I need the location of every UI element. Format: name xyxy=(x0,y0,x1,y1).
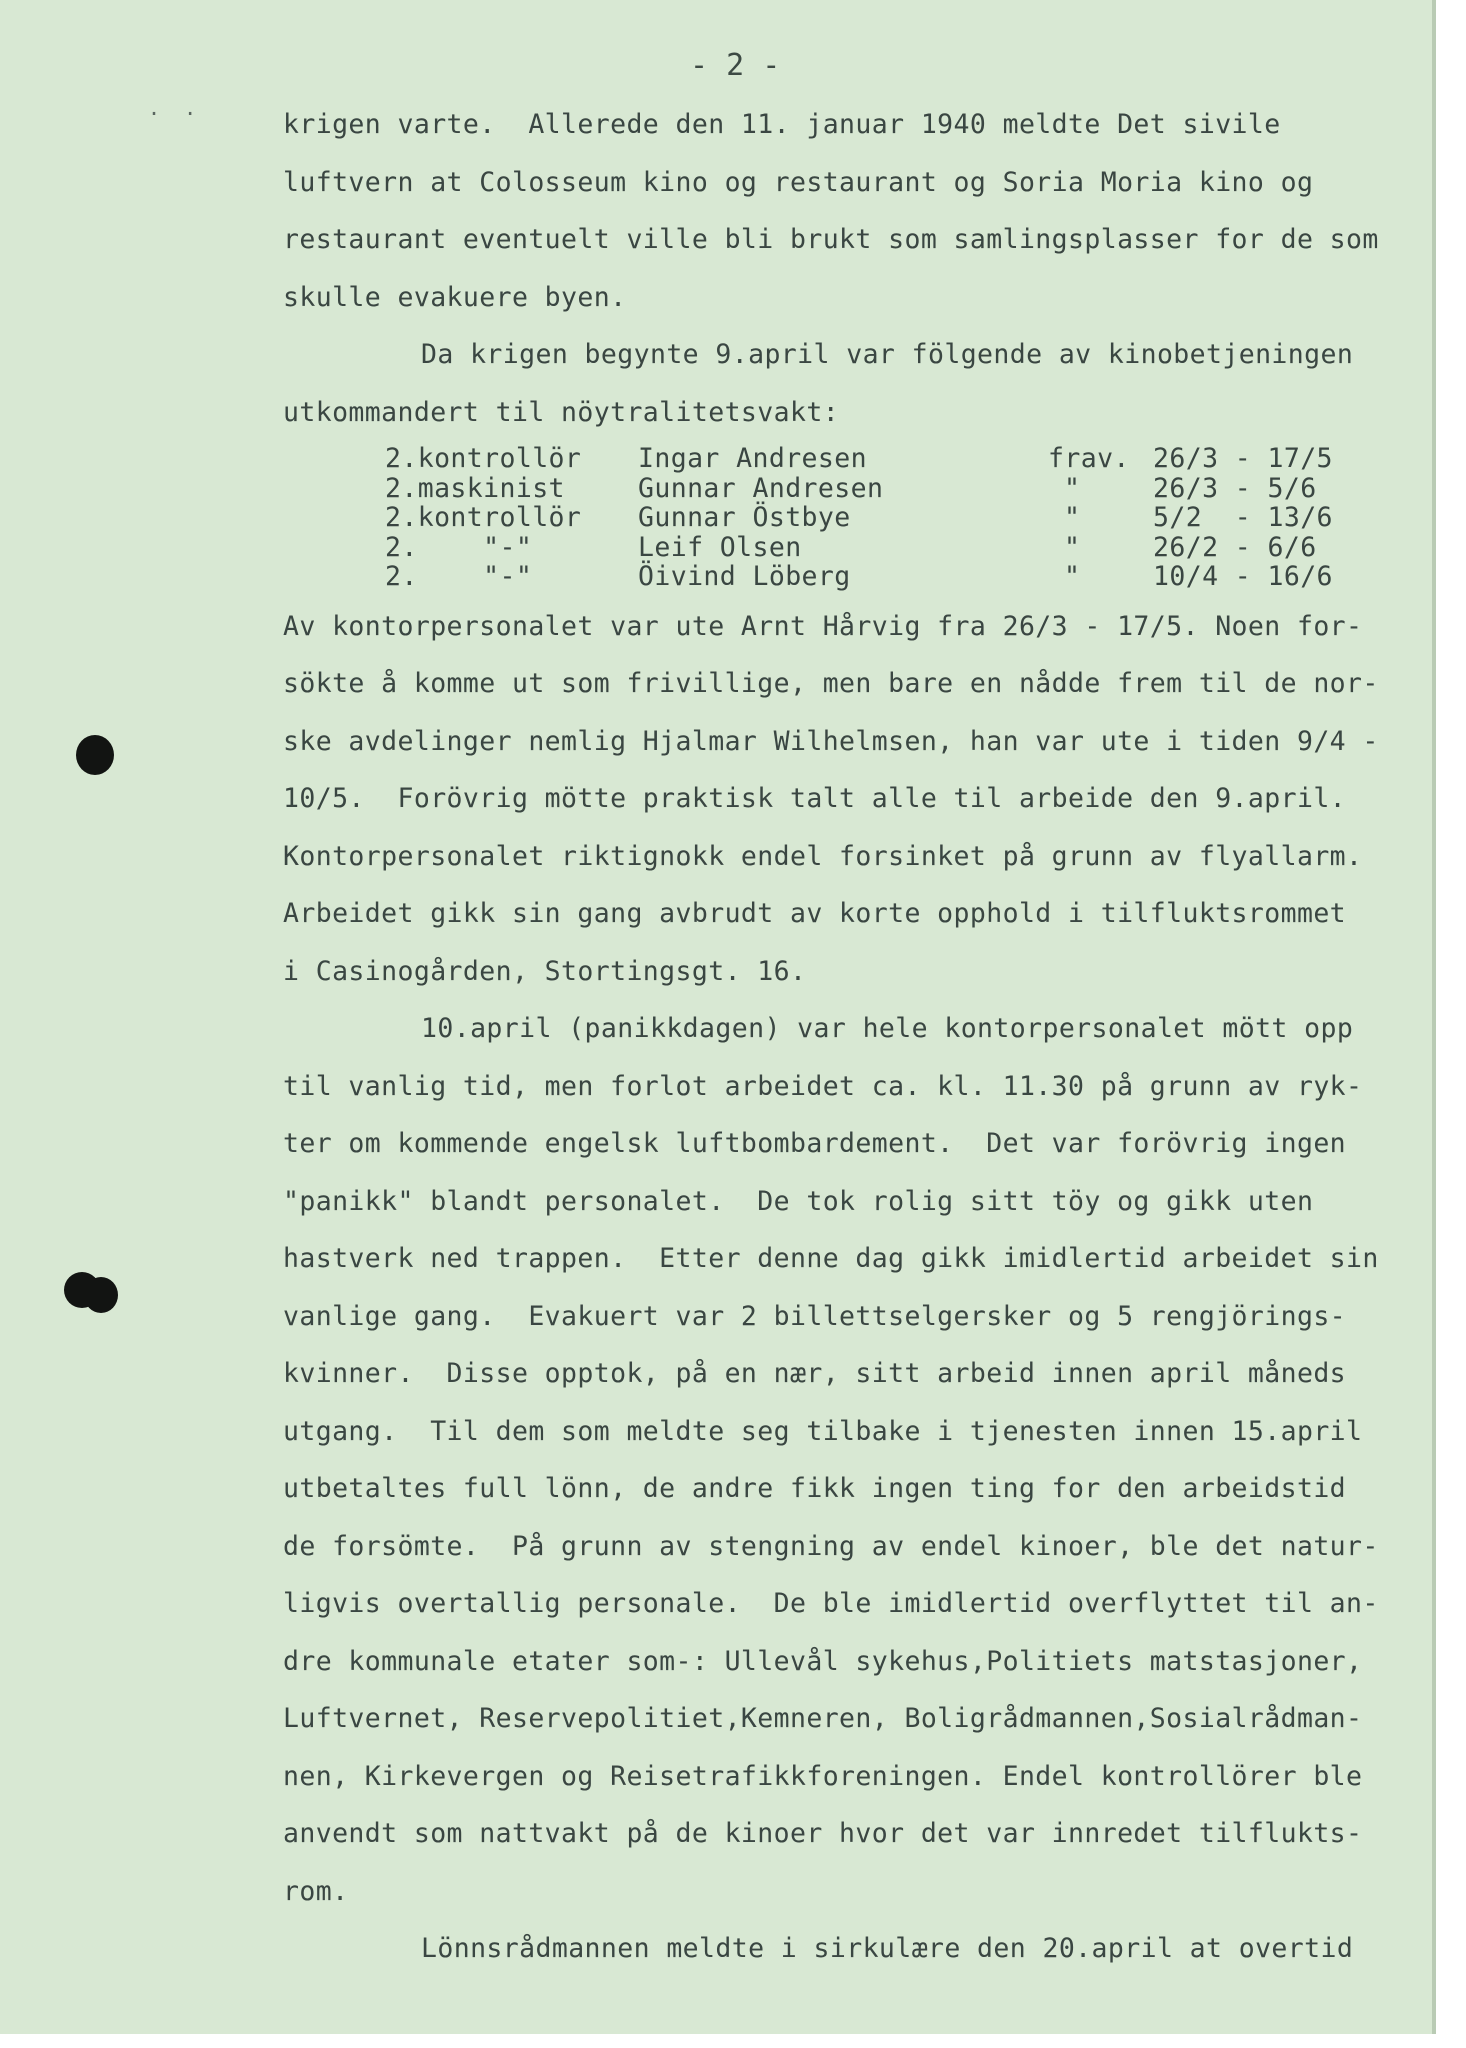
text-line: 10/5. Forövrig mötte praktisk talt alle til arbeide den 9.april. xyxy=(283,783,1347,814)
staff-note: " xyxy=(1064,472,1081,504)
text-line: ter om kommende engelsk luftbombardement. Det var forövrig ingen xyxy=(283,1128,1347,1159)
staff-period: 10/4 - 16/6 xyxy=(1153,561,1333,592)
text-line: nen, Kirkevergen og Reisetrafikkforeningen. Endel kontrollörer ble xyxy=(283,1760,1363,1792)
text-line: Av kontorpersonalet var ute Arnt Hårvig fra 26/3 - 17/5. Noen for- xyxy=(283,610,1363,642)
text-line: Luftvernet, Reservepolitiet,Kemneren, Boligrådmannen,Sosialrådman- xyxy=(283,1703,1363,1734)
staff-period: 5/2 - 13/6 xyxy=(1153,502,1333,533)
staff-row xyxy=(385,562,1433,592)
staff-rank: 2.kontrollör xyxy=(385,502,582,533)
staff-name: Gunnar Östbye xyxy=(638,502,851,533)
text-line: rom. xyxy=(283,1875,349,1907)
text-line: i Casinogården, Stortingsgt. 16. xyxy=(283,955,807,987)
text-line: "panikk" blandt personalet. De tok rolig sitt töy og gikk uten xyxy=(283,1185,1314,1217)
staff-name: Öivind Löberg xyxy=(638,561,851,592)
text-line: utkommandert til nöytralitetsvakt: xyxy=(283,396,840,428)
text-line: vanlige gang. Evakuert var 2 billettselgersker og 5 rengjörings- xyxy=(283,1300,1347,1332)
text-line: 10.april (panikkdagen) var hele kontorpersonalet mött opp xyxy=(421,1013,1354,1044)
text-line: de forsömte. På grunn av stengning av endel kinoer, ble det natur- xyxy=(283,1530,1379,1562)
staff-rank: 2.kontrollör xyxy=(385,443,582,474)
text-line: Lönnsrådmannen meldte i sirkulære den 20.april at overtid xyxy=(421,1933,1354,1964)
text-line: Arbeidet gikk sin gang avbrudt av korte opphold i tilfluktsrommet xyxy=(283,898,1347,929)
staff-row xyxy=(385,444,1433,474)
staff-period: 26/3 - 17/5 xyxy=(1153,443,1333,474)
staff-name: Ingar Andresen xyxy=(638,443,867,474)
staff-name: Leif Olsen xyxy=(638,531,802,563)
page-number: - 2 - xyxy=(690,48,781,83)
punch-hole-top xyxy=(76,735,114,775)
staff-name: Gunnar Andresen xyxy=(638,472,884,504)
paragraph-2 xyxy=(283,326,1433,441)
text-line: ske avdelinger nemlig Hjalmar Wilhelmsen, han var ute i tiden 9/4 - xyxy=(283,725,1379,757)
staff-period: 26/2 - 6/6 xyxy=(1153,531,1317,563)
staff-note: " xyxy=(1064,561,1081,592)
paragraph-1 xyxy=(283,96,1433,326)
staff-period: 26/3 - 5/6 xyxy=(1153,472,1317,504)
staff-note: frav. xyxy=(1048,443,1130,474)
staff-note: " xyxy=(1064,502,1081,533)
text-line: luftvern at Colosseum kino og restaurant og Soria Moria kino og xyxy=(283,166,1314,198)
text-line: Kontorpersonalet riktignokk endel forsinket på grunn av flyallarm. xyxy=(283,840,1363,872)
text-line: kvinner. Disse opptok, på en nær, sitt arbeid innen april måneds xyxy=(283,1358,1347,1389)
paper-specks: . . xyxy=(148,96,203,120)
paragraph-5 xyxy=(283,1920,1433,1978)
text-line: restaurant eventuelt ville bli brukt som samlingsplasser for de som xyxy=(283,224,1379,255)
staff-rank: 2.maskinist xyxy=(385,472,565,504)
staff-table xyxy=(385,444,1433,592)
letter-body xyxy=(283,96,1433,1978)
staff-row xyxy=(385,533,1433,563)
punch-hole-bottom-right xyxy=(84,1277,118,1313)
paragraph-4 xyxy=(283,1000,1433,1920)
staff-row xyxy=(385,503,1433,533)
staff-rank: 2. "-" xyxy=(385,561,533,592)
text-line: Da krigen begynte 9.april var fölgende av kinobetjeningen xyxy=(421,339,1354,370)
text-line: dre kommunale etater som-: Ullevål sykehus,Politiets matstasjoner, xyxy=(283,1645,1363,1677)
text-line: krigen varte. Allerede den 11. januar 1940 meldte Det sivile xyxy=(283,109,1281,140)
staff-rank: 2. "-" xyxy=(385,531,533,563)
text-line: hastverk ned trappen. Etter denne dag gikk imidlertid arbeidet sin xyxy=(283,1243,1379,1274)
staff-note: " xyxy=(1064,531,1081,563)
paragraph-3 xyxy=(283,598,1433,1001)
text-line: til vanlig tid, men forlot arbeidet ca. kl. 11.30 på grunn av ryk- xyxy=(283,1070,1363,1102)
text-line: skulle evakuere byen. xyxy=(283,281,627,313)
staff-row xyxy=(385,474,1433,504)
text-line: utgang. Til dem som meldte seg tilbake i tjenesten innen 15.april xyxy=(283,1415,1363,1447)
text-line: ligvis overtallig personale. De ble imidlertid overflyttet til an- xyxy=(283,1588,1379,1619)
text-line: anvendt som nattvakt på de kinoer hvor det var innredet tilflukts- xyxy=(283,1818,1363,1849)
text-line: sökte å komme ut som frivillige, men bare en nådde frem til de nor- xyxy=(283,668,1379,699)
text-line: utbetaltes full lönn, de andre fikk ingen ting for den arbeidstid xyxy=(283,1473,1347,1504)
